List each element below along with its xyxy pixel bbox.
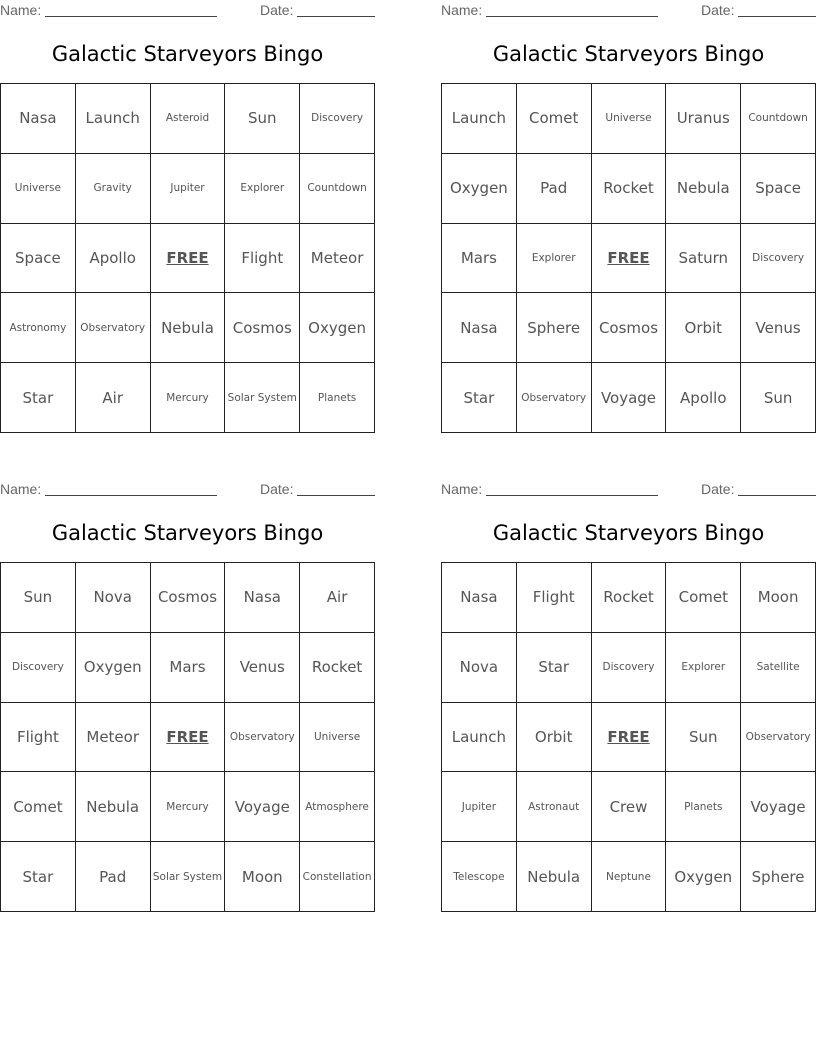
free-space-cell: FREE [151,703,226,773]
bingo-cell: Gravity [76,154,151,224]
bingo-cell: Mars [151,633,226,703]
name-label: Name: [0,481,42,497]
bingo-cell: Comet [517,84,592,154]
bingo-cell: Mercury [151,363,226,433]
name-date-row [0,481,375,499]
card-title: Galactic Starveyors Bingo [492,42,765,66]
bingo-cell: Launch [442,84,517,154]
bingo-cell: Crew [592,772,667,842]
card-title: Galactic Starveyors Bingo [492,521,765,545]
bingo-cell: Orbit [517,703,592,773]
bingo-cell: Cosmos [151,563,226,633]
bingo-cell: Uranus [666,84,741,154]
bingo-cell: Observatory [225,703,300,773]
bingo-cell: Observatory [741,703,816,773]
bingo-cell: Observatory [76,293,151,363]
bingo-cell: Sun [741,363,816,433]
bingo-cell: Planets [300,363,375,433]
bingo-cell: Planets [666,772,741,842]
bingo-cell: Cosmos [225,293,300,363]
bingo-cell: Meteor [300,224,375,294]
bingo-cell: Neptune [592,842,667,912]
bingo-cell: Nova [76,563,151,633]
bingo-cell: Cosmos [592,293,667,363]
date-label: Date: [701,2,735,18]
bingo-cell: Asteroid [151,84,226,154]
bingo-cell: Orbit [666,293,741,363]
bingo-cell: Explorer [666,633,741,703]
name-label: Name: [441,2,483,18]
card-title: Galactic Starveyors Bingo [51,521,324,545]
bingo-cell: Astronaut [517,772,592,842]
name-line [486,495,658,496]
bingo-cell: Nebula [517,842,592,912]
bingo-cell: Nebula [666,154,741,224]
bingo-cell: Star [442,363,517,433]
bingo-grid [441,562,816,912]
bingo-grid [0,562,375,912]
bingo-cell: Oxygen [300,293,375,363]
bingo-cell: Apollo [76,224,151,294]
bingo-cell: Star [1,842,76,912]
date-label: Date: [260,2,294,18]
bingo-cell: Countdown [300,154,375,224]
name-date-row [441,481,816,499]
bingo-cell: Nasa [442,563,517,633]
bingo-cell: Sphere [517,293,592,363]
bingo-cell: Nasa [225,563,300,633]
bingo-cell: Solar System [225,363,300,433]
date-label: Date: [260,481,294,497]
bingo-cell: Nasa [1,84,76,154]
bingo-cell: Solar System [151,842,226,912]
bingo-cell: Mercury [151,772,226,842]
bingo-cell: Nebula [151,293,226,363]
bingo-grid [441,83,816,433]
bingo-cell: Discovery [300,84,375,154]
name-line [486,16,658,17]
bingo-cell: Discovery [741,224,816,294]
bingo-card-2 [441,0,816,435]
bingo-cell: Star [517,633,592,703]
bingo-cell: Moon [741,563,816,633]
bingo-cell: Flight [517,563,592,633]
bingo-cell: Venus [741,293,816,363]
bingo-cell: Oxygen [666,842,741,912]
bingo-cell: Rocket [592,563,667,633]
bingo-cell: Universe [1,154,76,224]
name-line [45,495,217,496]
bingo-cell: Sun [666,703,741,773]
date-line [738,495,816,496]
bingo-cell: Discovery [1,633,76,703]
bingo-cell: Rocket [300,633,375,703]
bingo-cell: Oxygen [76,633,151,703]
bingo-cell: Universe [300,703,375,773]
bingo-cell: Comet [1,772,76,842]
bingo-cell: Sun [225,84,300,154]
bingo-cell: Constellation [300,842,375,912]
bingo-cell: Satellite [741,633,816,703]
bingo-cell: Discovery [592,633,667,703]
bingo-cell: Pad [76,842,151,912]
bingo-cell: Astronomy [1,293,76,363]
bingo-cell: Nova [442,633,517,703]
name-date-row [0,2,375,20]
free-space-cell: FREE [151,224,226,294]
bingo-cell: Sun [1,563,76,633]
date-line [297,16,375,17]
bingo-cell: Voyage [592,363,667,433]
bingo-cell: Voyage [225,772,300,842]
bingo-cell: Space [1,224,76,294]
bingo-cell: Space [741,154,816,224]
bingo-cell: Rocket [592,154,667,224]
name-label: Name: [441,481,483,497]
date-line [297,495,375,496]
bingo-cell: Flight [225,224,300,294]
bingo-cell: Air [300,563,375,633]
name-date-row [441,2,816,20]
date-label: Date: [701,481,735,497]
bingo-cell: Nasa [442,293,517,363]
bingo-cell: Explorer [225,154,300,224]
bingo-cell: Observatory [517,363,592,433]
bingo-cell: Venus [225,633,300,703]
bingo-cell: Telescope [442,842,517,912]
card-title: Galactic Starveyors Bingo [51,42,324,66]
bingo-cell: Jupiter [442,772,517,842]
bingo-cell: Jupiter [151,154,226,224]
bingo-grid [0,83,375,433]
bingo-cell: Pad [517,154,592,224]
bingo-cell: Universe [592,84,667,154]
bingo-cell: Oxygen [442,154,517,224]
name-line [45,16,217,17]
bingo-cell: Star [1,363,76,433]
bingo-cell: Atmosphere [300,772,375,842]
bingo-card-1 [0,0,375,435]
bingo-cell: Flight [1,703,76,773]
bingo-cell: Mars [442,224,517,294]
bingo-card-3 [0,479,375,914]
bingo-cell: Air [76,363,151,433]
date-line [738,16,816,17]
free-space-cell: FREE [592,224,667,294]
free-space-cell: FREE [592,703,667,773]
name-label: Name: [0,2,42,18]
bingo-cell: Saturn [666,224,741,294]
bingo-cell: Sphere [741,842,816,912]
bingo-cell: Launch [76,84,151,154]
bingo-cell: Voyage [741,772,816,842]
bingo-card-4 [441,479,816,914]
bingo-cell: Explorer [517,224,592,294]
bingo-cell: Nebula [76,772,151,842]
bingo-cell: Launch [442,703,517,773]
bingo-cell: Countdown [741,84,816,154]
bingo-cell: Apollo [666,363,741,433]
bingo-cell: Meteor [76,703,151,773]
bingo-cell: Comet [666,563,741,633]
bingo-cell: Moon [225,842,300,912]
